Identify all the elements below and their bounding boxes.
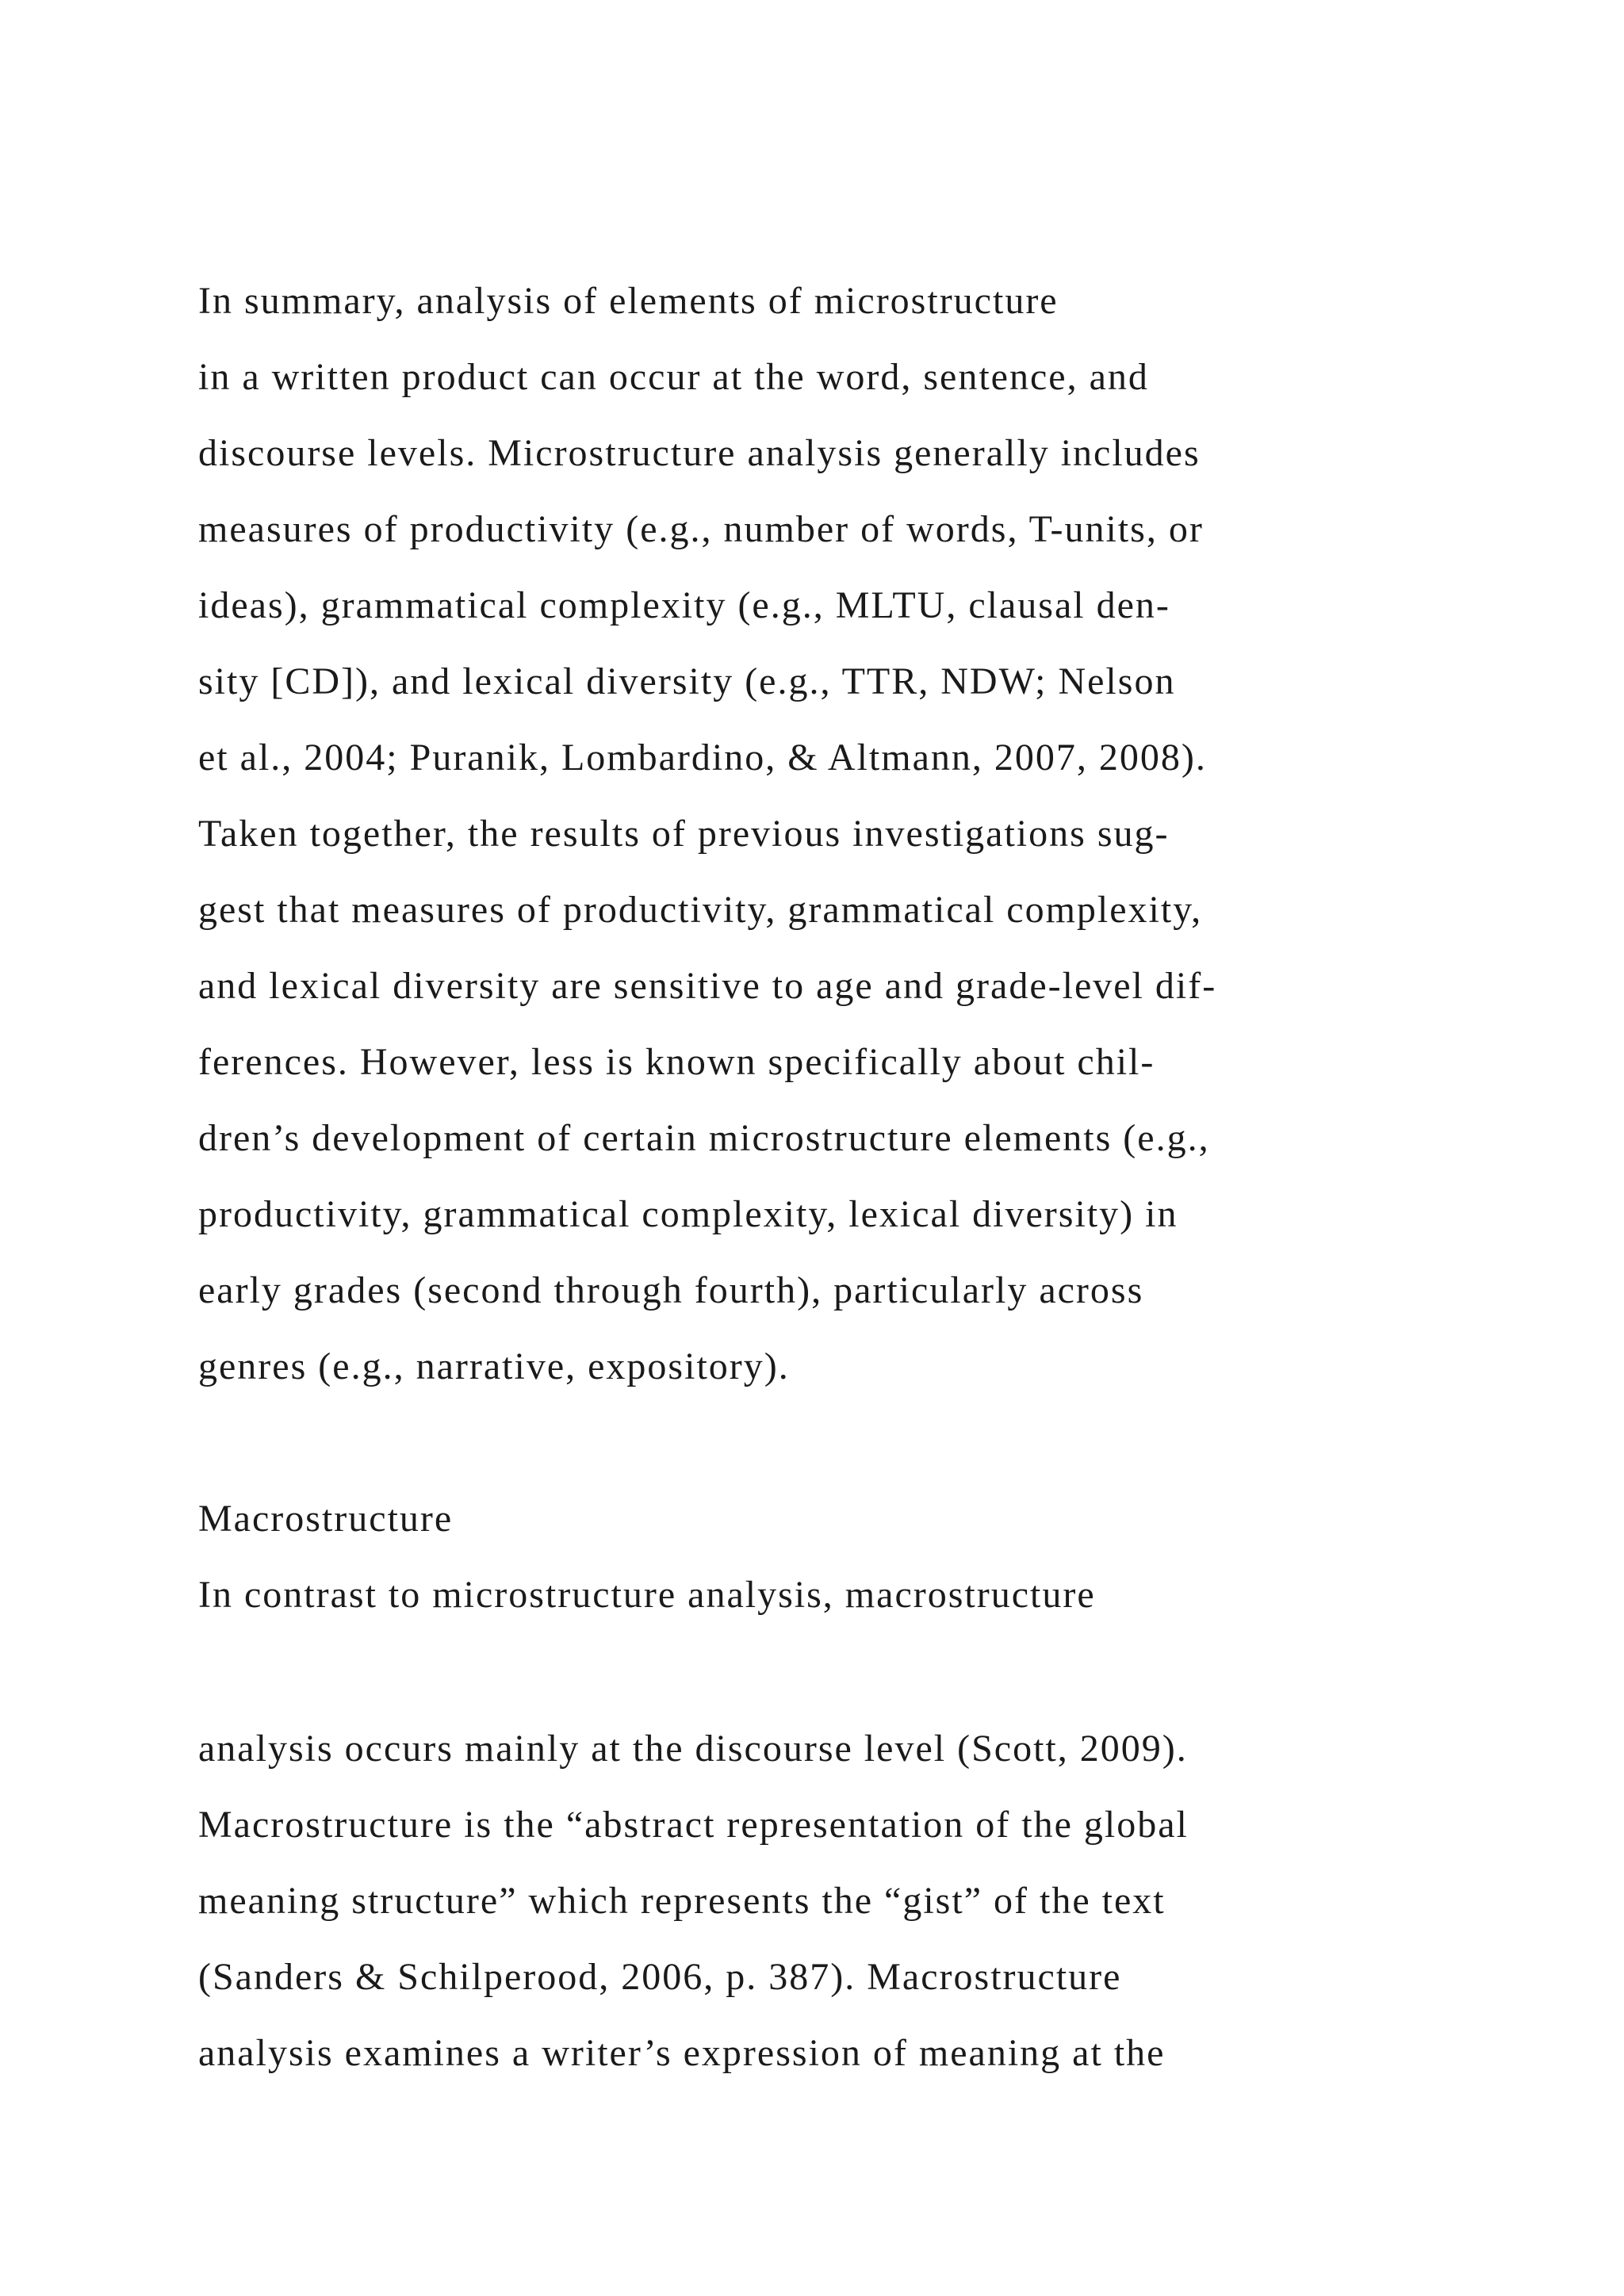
- paragraph-2-line-3: meaning structure” which represents the “gist” of the text: [198, 1880, 1166, 1922]
- paragraph-1-line-3: discourse levels. Microstructure analysis generally includes: [198, 432, 1201, 474]
- paragraph-1-line-12: dren’s development of certain microstructure elements (e.g.,: [198, 1117, 1210, 1159]
- section-heading: Macrostructure: [198, 1498, 454, 1540]
- paragraph-2-line-5: analysis examines a writer’s expression of meaning at the: [198, 2032, 1166, 2074]
- paragraph-1-line-7: et al., 2004; Puranik, Lombardino, & Altmann, 2007, 2008).: [198, 737, 1207, 779]
- paragraph-1-line-1: In summary, analysis of elements of microstructure: [198, 280, 1059, 322]
- paragraph-1-line-13: productivity, grammatical complexity, lexical diversity) in: [198, 1193, 1178, 1235]
- paragraph-1-line-2: in a written product can occur at the word, sentence, and: [198, 356, 1149, 398]
- paragraph-1-line-11: ferences. However, less is known specifically about chil-: [198, 1041, 1155, 1083]
- paragraph-2-line-2: Macrostructure is the “abstract representation of the global: [198, 1804, 1189, 1846]
- paragraph-2-line-1: analysis occurs mainly at the discourse level (Scott, 2009).: [198, 1728, 1188, 1770]
- paragraph-1-line-4: measures of productivity (e.g., number of words, T-units, or: [198, 508, 1204, 550]
- paragraph-1-line-6: sity [CD]), and lexical diversity (e.g., TTR, NDW; Nelson: [198, 660, 1176, 702]
- paragraph-1-line-9: gest that measures of productivity, grammatical complexity,: [198, 889, 1203, 931]
- paragraph-1-line-15: genres (e.g., narrative, expository).: [198, 1345, 790, 1387]
- paragraph-2-line-4: (Sanders & Schilperood, 2006, p. 387). Macrostructure: [198, 1956, 1122, 1998]
- paragraph-1-line-10: and lexical diversity are sensitive to age and grade-level dif-: [198, 965, 1217, 1007]
- paragraph-1-line-8: Taken together, the results of previous investigations sug-: [198, 813, 1170, 855]
- paragraph-1-line-5: ideas), grammatical complexity (e.g., MLTU, clausal den-: [198, 584, 1170, 626]
- paragraph-2-intro-line: In contrast to microstructure analysis, macrostructure: [198, 1574, 1096, 1616]
- paragraph-1-line-14: early grades (second through fourth), particularly across: [198, 1269, 1144, 1311]
